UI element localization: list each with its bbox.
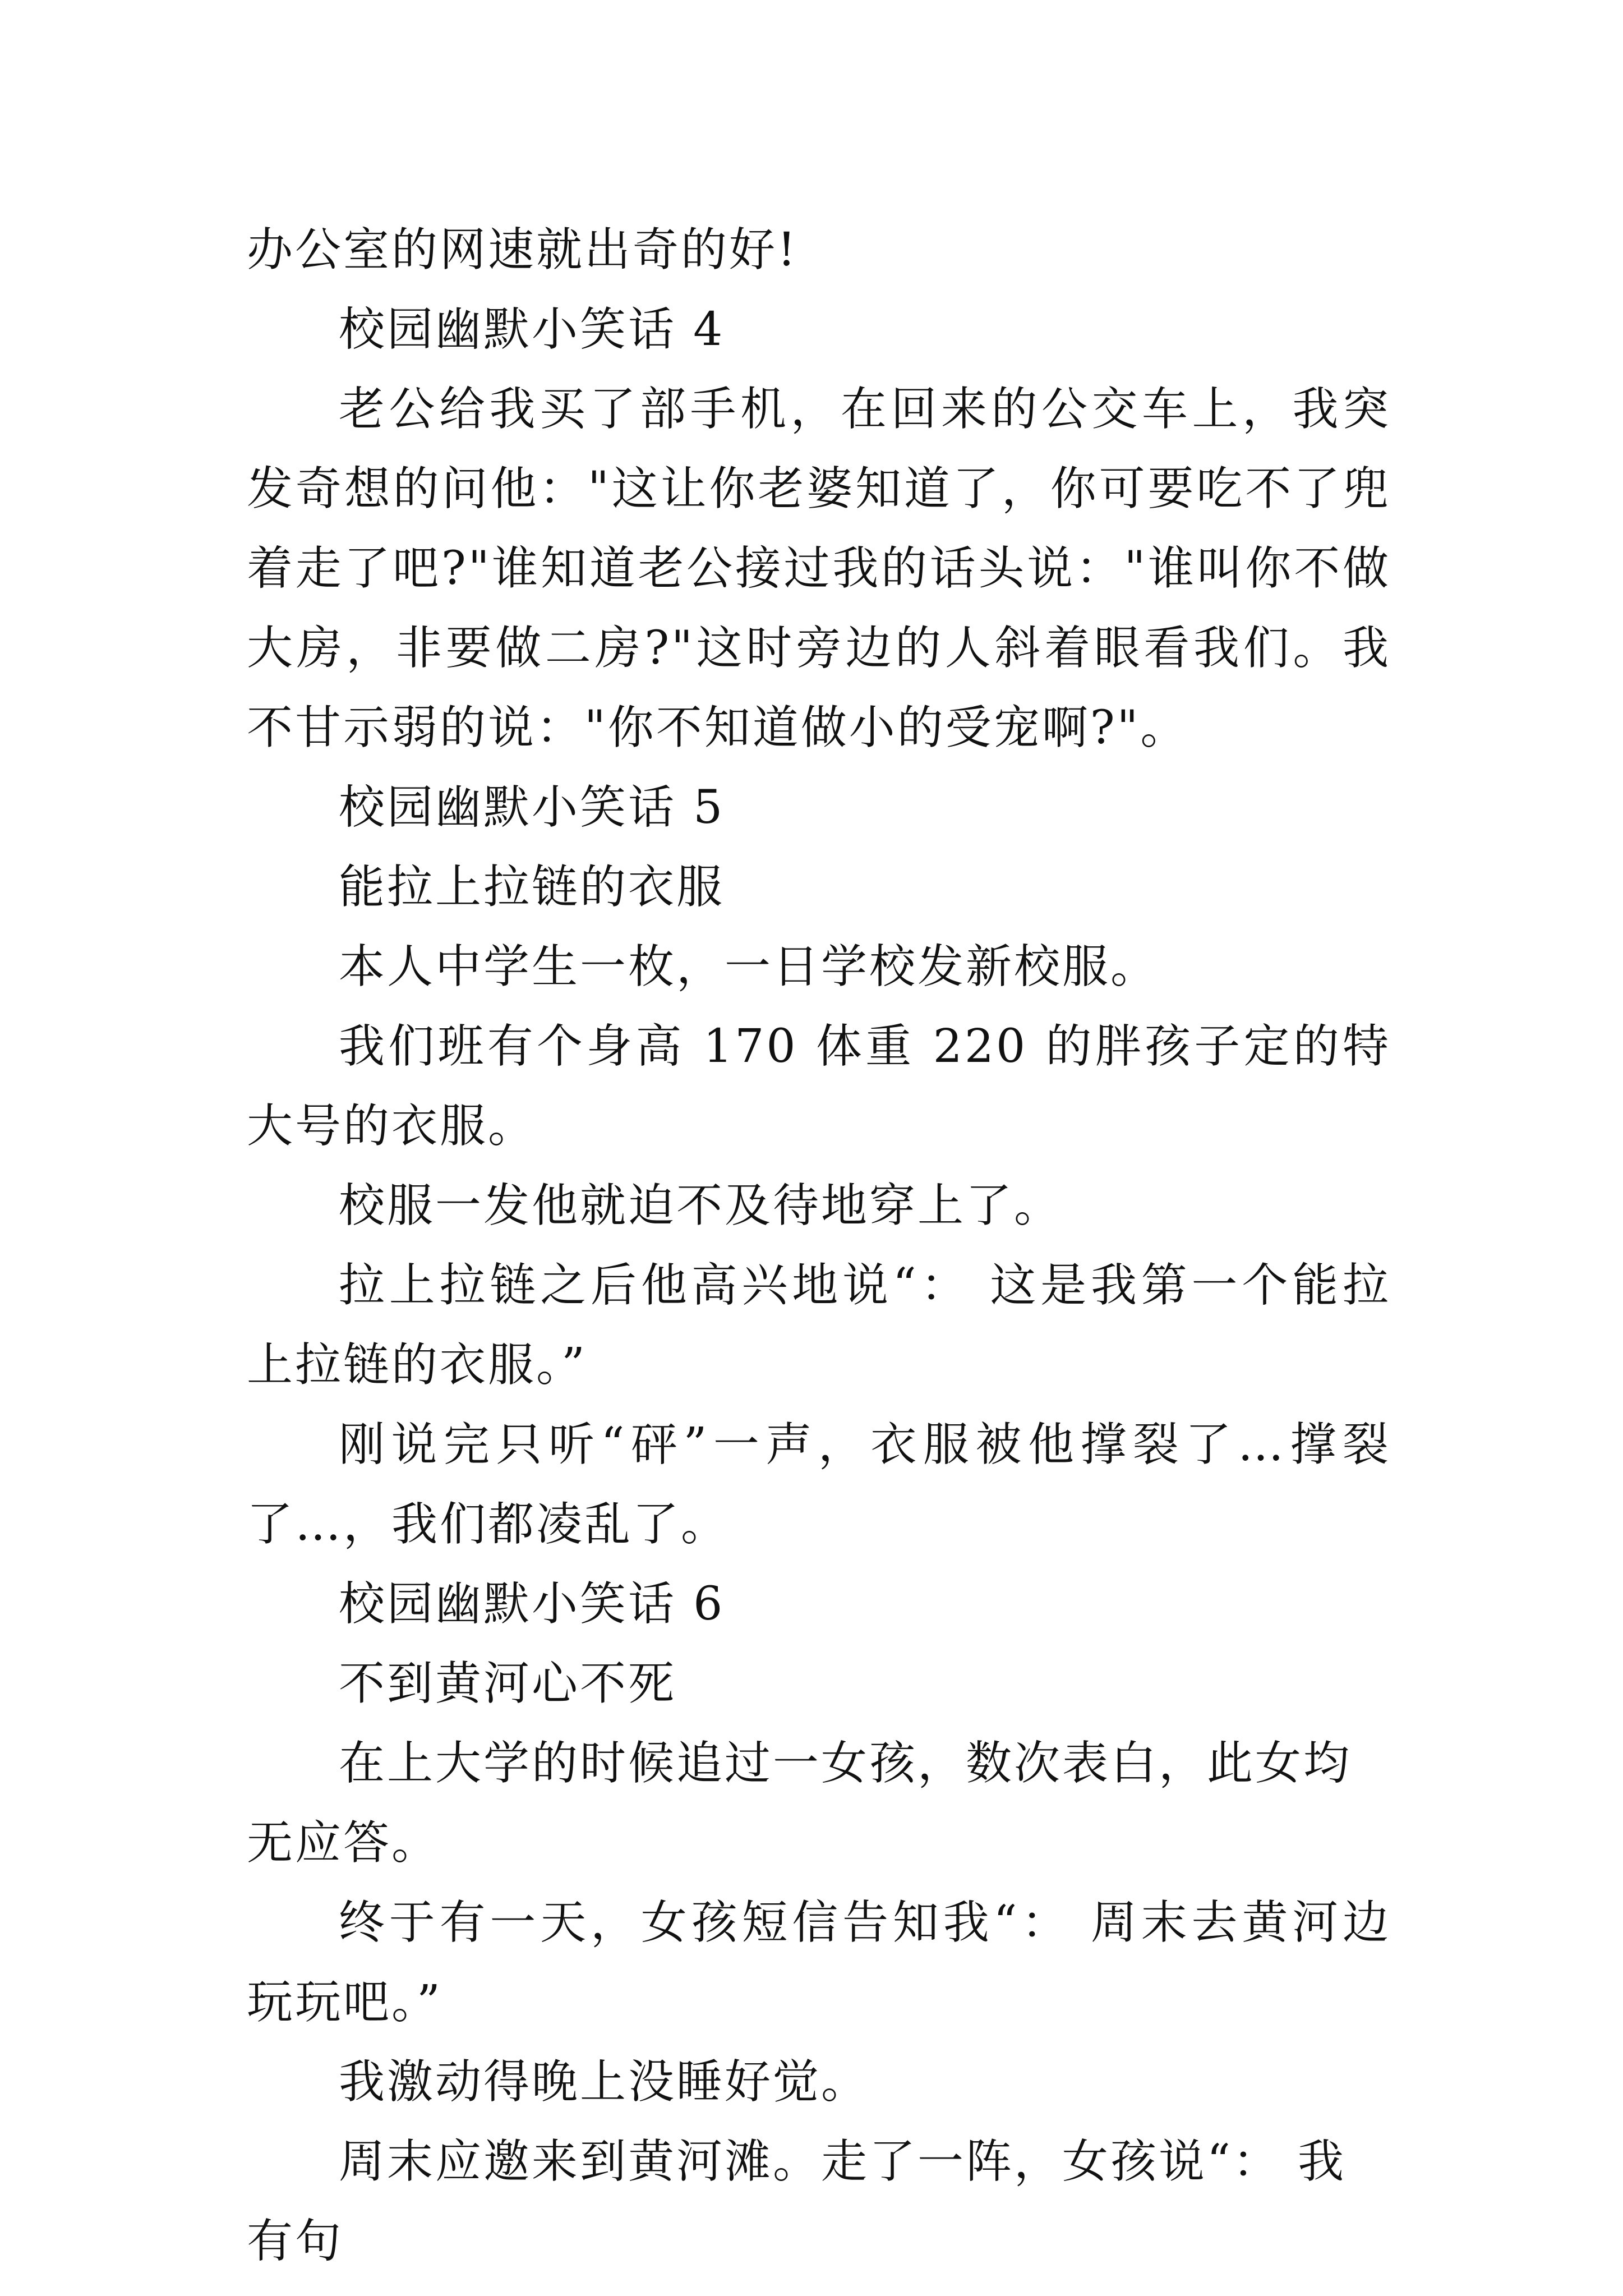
section-heading-4: 校园幽默小笑话 4: [339, 303, 725, 356]
paragraph: 本人中学生一枚，一日学校发新校服。: [339, 940, 1159, 993]
section-heading-5: 校园幽默小笑话 5: [339, 781, 725, 834]
paragraph: 校服一发他就迫不及待地穿上了。: [339, 1179, 1063, 1232]
document-body: [247, 210, 1391, 2281]
paragraph-continuation: 办公室的网速就出奇的好!: [247, 223, 798, 277]
section-heading-6: 校园幽默小笑话 6: [339, 1577, 725, 1631]
paragraph: 周末应邀来到黄河滩。走了一阵，女孩说“： 我有句: [247, 2135, 1346, 2268]
paragraph: 终于有一天，女孩短信告知我“： 周末去黄河边玩玩吧。”: [247, 1896, 1391, 2029]
paragraph: 在上大学的时候追过一女孩，数次表白，此女均无应答。: [247, 1737, 1352, 1870]
story-title: 能拉上拉链的衣服: [339, 861, 725, 914]
story-title: 不到黄河心不死: [339, 1657, 677, 1710]
paragraph: 我激动得晚上没睡好觉。: [339, 2055, 870, 2109]
paragraph: 刚说完只听“砰”一声，衣服被他撑裂了…撑裂了…，我们都凌乱了。: [247, 1418, 1391, 1551]
paragraph: 老公给我买了部手机，在回来的公交车上，我突发奇想的问他："这让你老婆知道了，你可要吃不了兜着走了吧?"谁知道老公接过我的话头说："谁叫你不做大房，非要做二房?"这时旁边的人斜着眼看我们。我不甘示弱的说："你不知道做小的受宠啊?"。: [247, 383, 1391, 754]
paragraph: 我们班有个身高 170 体重 220 的胖孩子定的特大号的衣服。: [247, 1020, 1391, 1153]
paragraph: 拉上拉链之后他高兴地说“： 这是我第一个能拉上拉链的衣服。”: [247, 1259, 1391, 1392]
